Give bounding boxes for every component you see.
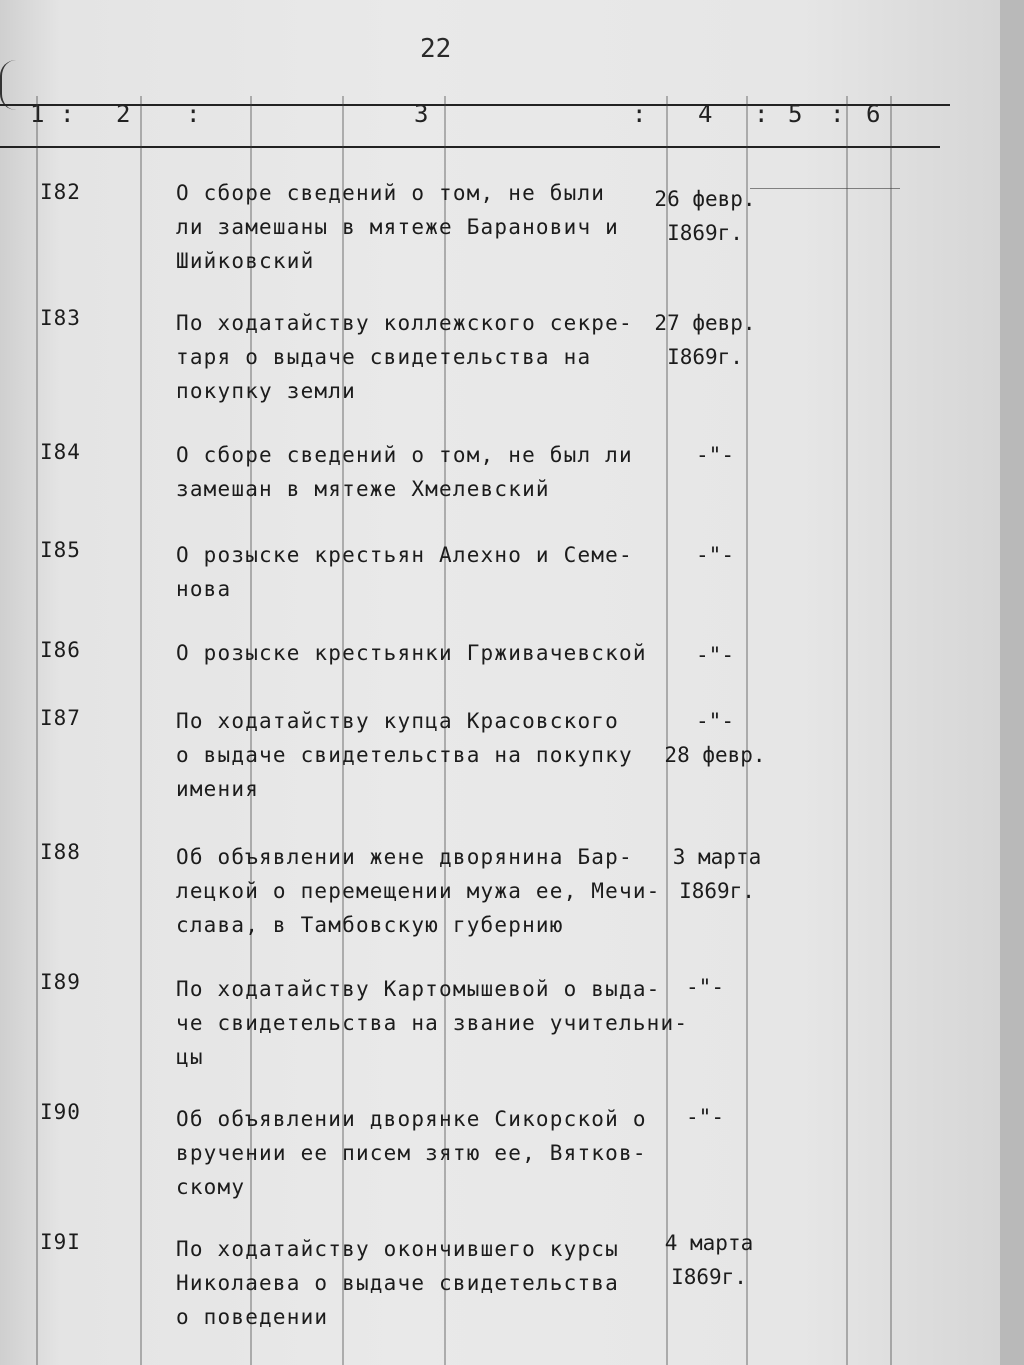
entry-number: I9I	[40, 1230, 81, 1254]
col-6: 6	[866, 100, 881, 128]
entry-date: -"-	[696, 543, 734, 567]
page-edge	[1000, 0, 1024, 1365]
col-sep-5: :	[830, 100, 845, 128]
entry-number: I88	[40, 840, 81, 864]
header-top-rule	[0, 104, 950, 106]
entry-date: -"-	[686, 1105, 724, 1129]
entry-title: По ходатайству коллежского секре- таря о выдаче свидетельства на покупку земли	[176, 311, 633, 403]
entry-number: I84	[40, 440, 81, 464]
entry-date: 4 марта I869г.	[664, 1231, 754, 1289]
entry-title: О розыске крестьянки Грживачевской	[176, 641, 647, 665]
col-rule	[890, 96, 892, 1365]
entry-date: -"-	[686, 975, 724, 999]
page-curl	[0, 60, 16, 110]
entry-number: I82	[40, 180, 81, 204]
col-rule	[140, 96, 142, 1365]
entry-title: О сборе сведений о том, не были ли замешаны в мятеже Баранович и Шийковский	[176, 181, 619, 273]
entry-date: 3 марта I869г.	[672, 845, 762, 903]
entry-number: I90	[40, 1100, 81, 1124]
entry-number: I87	[40, 706, 81, 730]
entry-title: О сборе сведений о том, не был ли замешан в мятеже Хмелевский	[176, 443, 633, 501]
entry-date: -"- 28 февр.	[664, 709, 766, 767]
entry-title: По ходатайству Картомышевой о выда- че свидетельства на звание учительни- цы	[176, 977, 689, 1069]
col-sep-4: :	[754, 100, 769, 128]
col-sep-2: :	[186, 100, 201, 128]
col-sep-3: :	[632, 100, 647, 128]
col-1: 1	[30, 100, 45, 128]
col-rule	[36, 96, 38, 1365]
col-4: 4	[698, 100, 713, 128]
entry-number: I85	[40, 538, 81, 562]
entry-date: 27 февр. I869г.	[654, 311, 756, 369]
entry-number: I89	[40, 970, 81, 994]
col-2: 2	[116, 100, 131, 128]
entry-title: Об объявлении дворянке Сикорской о вручении ее писем зятю ее, Вятков- скому	[176, 1107, 647, 1199]
col-3: 3	[414, 100, 429, 128]
page-number: 22	[420, 34, 452, 64]
entry-title: О розыске крестьян Алехно и Семе- нова	[176, 543, 633, 601]
entry-title: Об объявлении жене дворянина Бар- лецкой о перемещении мужа ее, Мечи- слава, в Тамбовскую губернию	[176, 845, 661, 937]
entry-number: I86	[40, 638, 81, 662]
entry-title: По ходатайству окончившего курсы Николаева о выдаче свидетельства о поведении	[176, 1237, 619, 1329]
col-sep-1: :	[60, 100, 75, 128]
col-rule	[846, 96, 848, 1365]
entry-date: -"-	[696, 643, 734, 667]
entry-date: -"-	[696, 443, 734, 467]
header-sub-rule	[750, 188, 900, 189]
col-5: 5	[788, 100, 803, 128]
entry-number: I83	[40, 306, 81, 330]
entry-date: 26 февр. I869г.	[654, 187, 756, 245]
entry-title: По ходатайству купца Красовского о выдаче свидетельства на покупку имения	[176, 709, 633, 801]
